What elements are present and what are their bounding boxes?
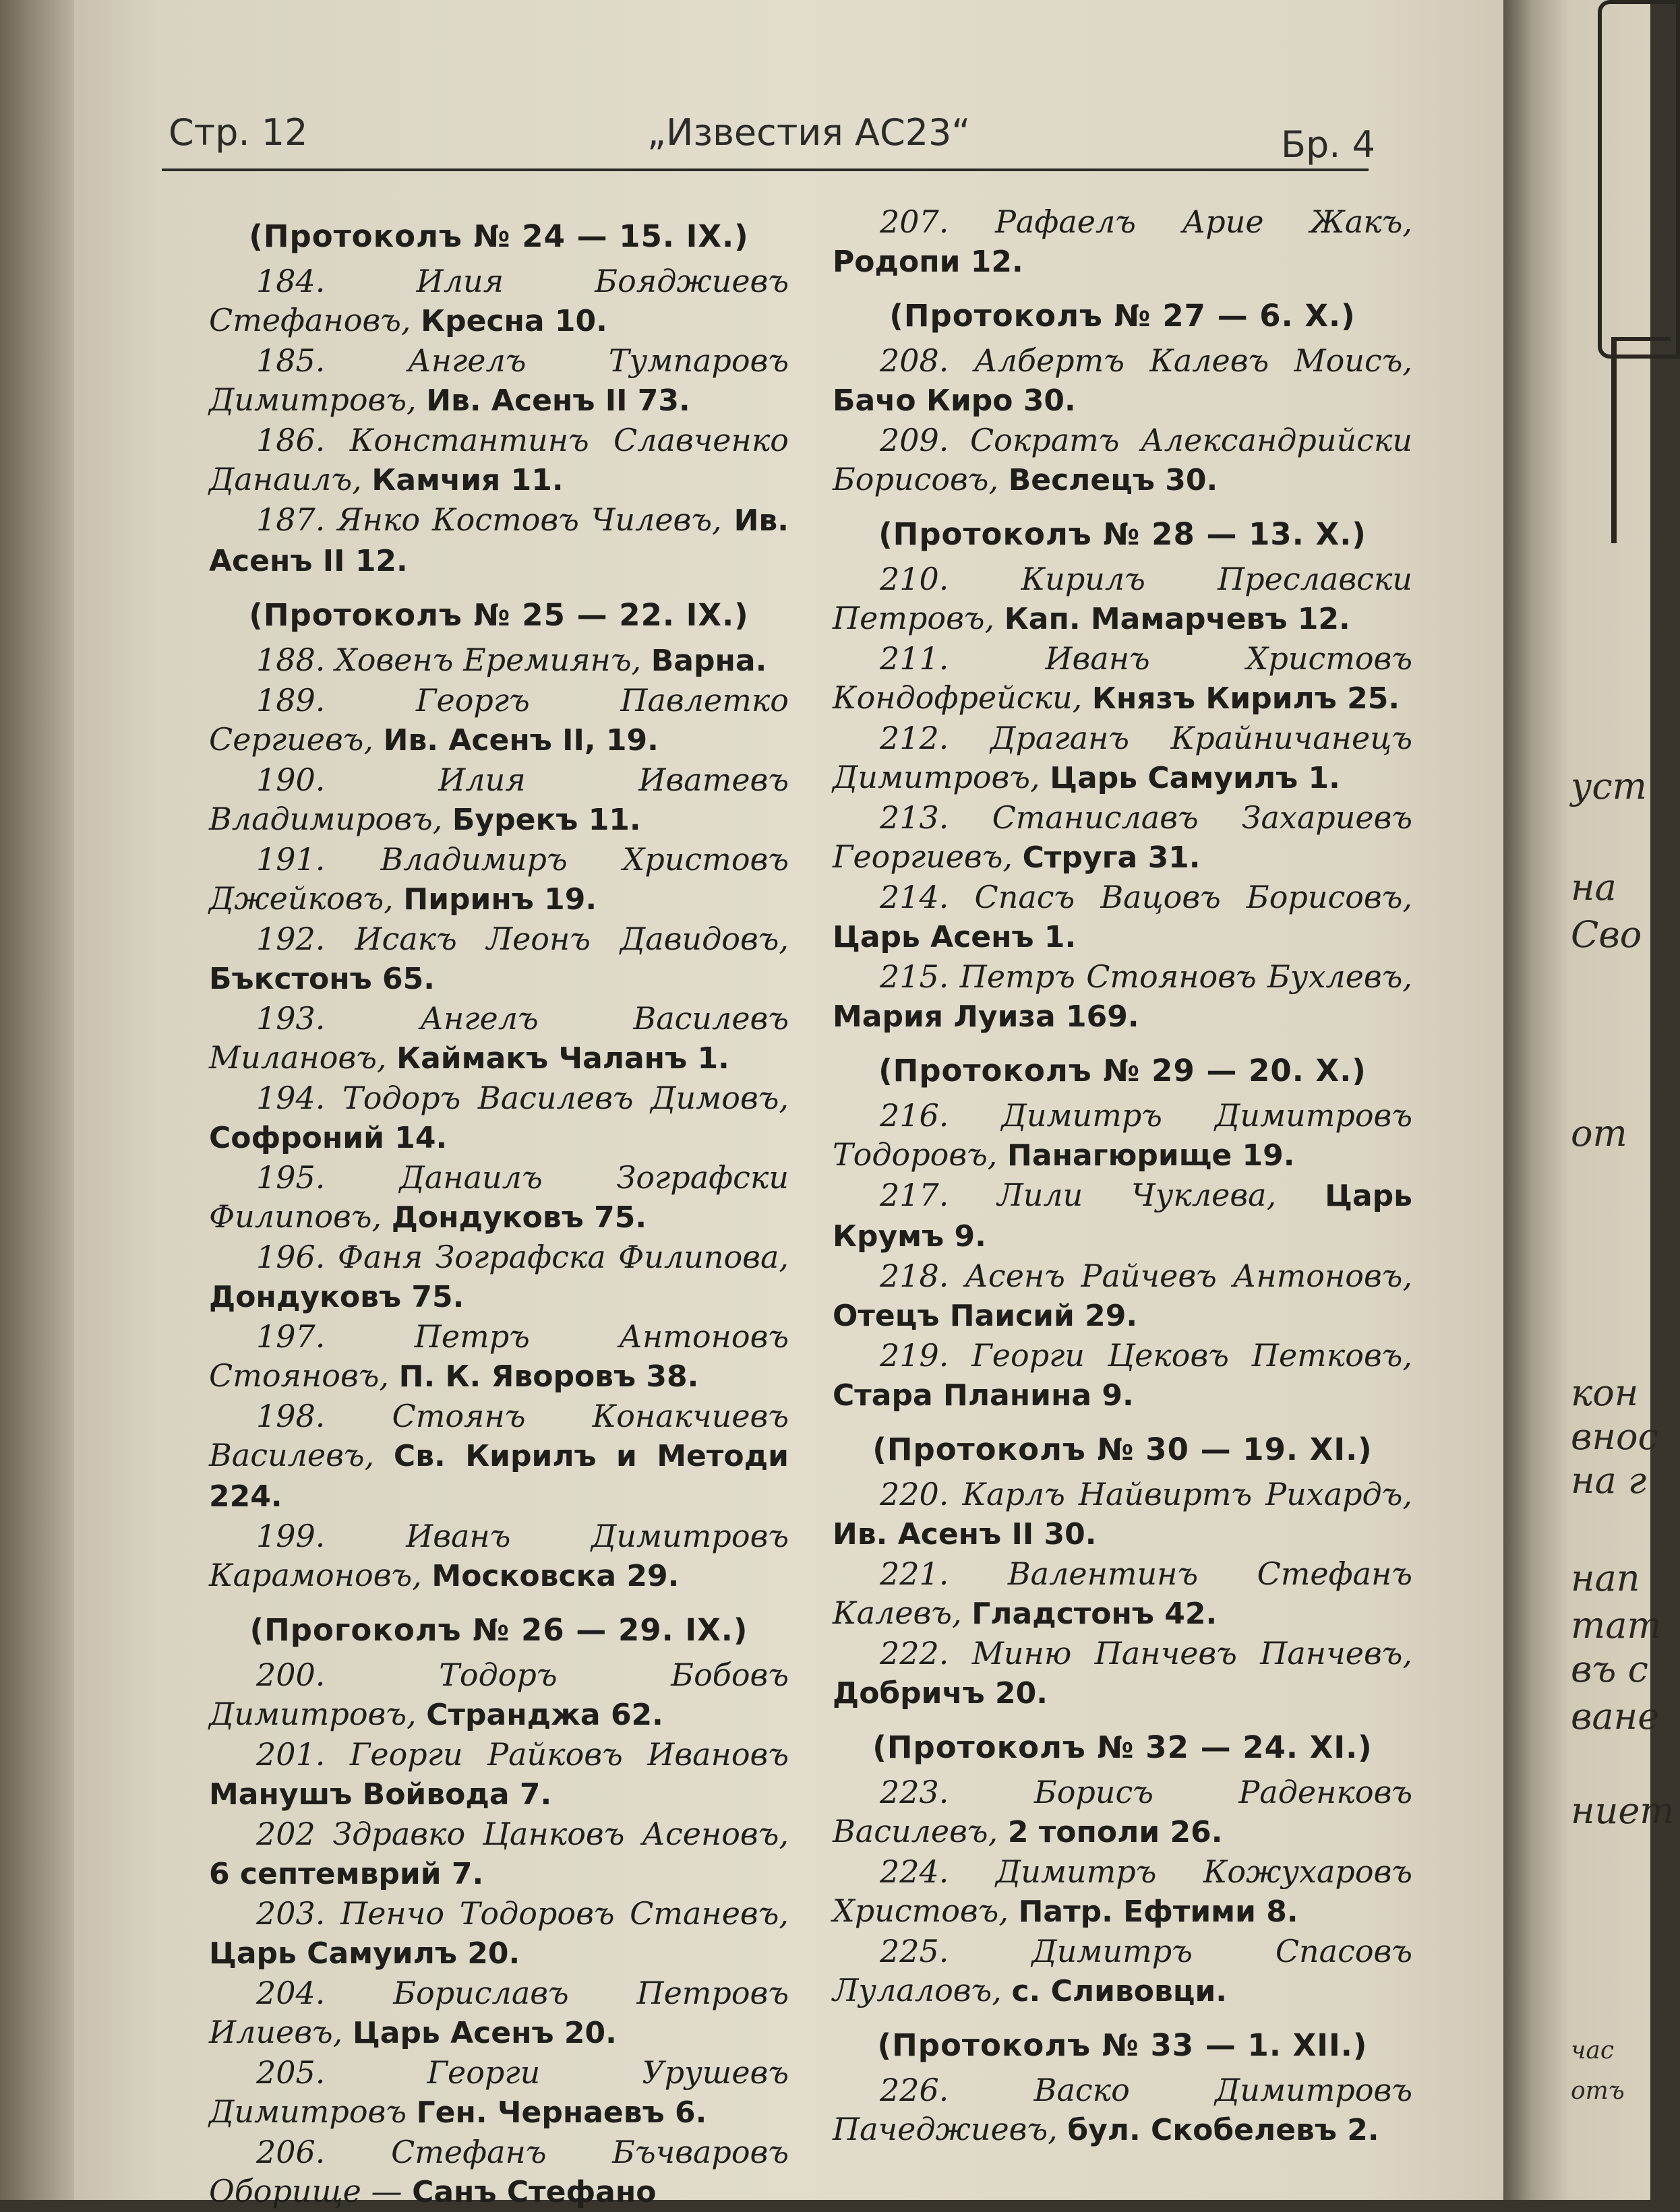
member-address: 2 тополи 26. xyxy=(1007,1815,1223,1849)
member-name: 199. Иванъ Димитровъ Карамоновъ, xyxy=(209,1518,789,1593)
member-name: 203. Пенчо Тодоровъ Станевъ, xyxy=(256,1895,789,1932)
member-entry xyxy=(833,1336,1412,1415)
right-column xyxy=(833,202,1412,2150)
member-entry xyxy=(833,1773,1412,1852)
member-address: Царь Асенъ 1. xyxy=(833,920,1077,954)
member-name: 195. Данаилъ Зографски Филиповъ, xyxy=(209,1159,789,1235)
member-name: 196. Фаня Зографска Филипова, xyxy=(256,1239,789,1275)
member-name: 213. Станиславъ Захариевъ Георгиевъ, xyxy=(833,799,1412,875)
member-name: 219. Георги Цековъ Петковъ, xyxy=(880,1337,1412,1374)
member-address: Дондуковъ 75. xyxy=(209,1280,464,1314)
member-name: 188. Ховенъ Еремиянъ, xyxy=(256,642,651,678)
protocol-heading: (Протоколъ № 25 — 22. IX.) xyxy=(249,597,749,633)
member-address: Отецъ Паисий 29. xyxy=(833,1299,1138,1333)
member-entry xyxy=(833,2070,1412,2150)
member-name: 189. Георгъ Павлетко Сергиевъ, xyxy=(209,682,789,758)
fragment-text: уст xyxy=(1571,765,1647,807)
member-name: 220. Карлъ Найвиртъ Рихардъ, xyxy=(880,1476,1412,1512)
member-address: Царь Крумъ 9. xyxy=(833,1179,1412,1254)
member-name: 225. Димитръ Спасовъ Лулаловъ, xyxy=(833,1933,1412,2008)
member-entry xyxy=(833,1475,1412,1554)
member-address: Санъ Стефано xyxy=(412,2175,657,2209)
member-name: 202 Здравко Цанковъ Асеновъ, xyxy=(256,1816,789,1852)
publication-title: „Известия АС23“ xyxy=(647,111,971,154)
member-address: Гладстонъ 42. xyxy=(971,1597,1218,1631)
member-name: 197. Петръ Антоновъ Стояновъ, xyxy=(209,1318,789,1394)
member-address: Царь Самуилъ 20. xyxy=(209,1936,520,1971)
member-address: Князъ Кирилъ 25. xyxy=(1091,681,1400,716)
member-address: Бурекъ 11. xyxy=(452,803,641,837)
member-entry xyxy=(209,1237,789,1317)
member-name: 209. Сократъ Александрийски Борисовъ, xyxy=(833,422,1412,497)
member-entry xyxy=(209,262,789,341)
issue-number: Бр. 4 xyxy=(1280,123,1375,166)
member-name: 198. Стоянъ Конакчиевъ Василевъ, xyxy=(209,1398,789,1473)
member-entry xyxy=(209,2132,789,2212)
member-address: Стара Планина 9. xyxy=(833,1378,1134,1413)
adjacent-page-ornament-line xyxy=(1611,337,1671,543)
member-name: 191. Владимиръ Христовъ Джейковъ, xyxy=(209,841,789,917)
member-entry xyxy=(833,1634,1412,1713)
adjacent-page-fragment xyxy=(1571,0,1675,2200)
member-entry xyxy=(209,1396,789,1516)
member-address: Ив. Асенъ II 30. xyxy=(833,1517,1097,1552)
member-entry xyxy=(833,639,1412,718)
member-address: Пиринъ 19. xyxy=(403,882,597,917)
member-entry xyxy=(833,202,1412,282)
member-address: Манушъ Войвода 7. xyxy=(209,1777,552,1812)
member-name: 212. Драганъ Крайничанецъ Димитровъ, xyxy=(833,720,1412,795)
fragment-text: въ с xyxy=(1571,1648,1648,1690)
member-address: Дондуковъ 75. xyxy=(391,1200,647,1235)
member-address: П. К. Яворовъ 38. xyxy=(398,1359,699,1394)
member-entry xyxy=(209,2053,789,2132)
member-address: Родопи 12. xyxy=(833,245,1023,279)
member-address: Добричъ 20. xyxy=(833,1676,1048,1711)
member-address: Царь Асенъ 20. xyxy=(352,2016,617,2050)
member-address: Царь Самуилъ 1. xyxy=(1050,761,1340,795)
member-entry xyxy=(833,421,1412,500)
member-name: 190. Илия Иватевъ Владимировъ, xyxy=(209,762,789,837)
member-name: 215. Петръ Стояновъ Бухлевъ, xyxy=(880,958,1412,995)
member-entry xyxy=(209,1973,789,2053)
member-name: 226. Васко Димитровъ Пачеджиевъ, xyxy=(833,2072,1412,2147)
member-entry xyxy=(209,681,789,760)
member-name: 216. Димитръ Димитровъ Тодоровъ, xyxy=(833,1097,1412,1173)
member-name: 185. Ангелъ Тумпаровъ Димитровъ, xyxy=(209,342,789,418)
member-name: 193. Ангелъ Василевъ Милановъ, xyxy=(209,1000,789,1076)
member-entry xyxy=(833,1256,1412,1336)
fragment-text: от xyxy=(1571,1112,1627,1155)
member-entry xyxy=(833,718,1412,798)
member-entry xyxy=(209,1078,789,1158)
protocol-heading: (Протоколъ № 24 — 15. IX.) xyxy=(249,218,749,254)
member-name: 208. Албертъ Калевъ Моисъ, xyxy=(880,342,1412,379)
member-entry xyxy=(209,1655,789,1735)
member-name: 186. Константинъ Славченко Данаилъ, xyxy=(209,422,789,497)
protocol-heading: (Протоколъ № 27 — 6. X.) xyxy=(889,298,1356,334)
member-address: Ив. Асенъ II 73. xyxy=(426,383,690,418)
member-address: Московска 29. xyxy=(431,1559,680,1593)
member-address: бул. Скобелевъ 2. xyxy=(1067,2113,1379,2147)
member-address: Кресна 10. xyxy=(421,304,607,338)
member-address: Веслецъ 30. xyxy=(1008,463,1218,497)
member-entry xyxy=(209,500,789,581)
fragment-text: на г xyxy=(1571,1459,1647,1502)
fragment-text: кон xyxy=(1571,1372,1639,1414)
member-entry xyxy=(209,421,789,500)
member-entry xyxy=(209,640,789,681)
left-column xyxy=(209,202,789,2212)
member-address: Св. Кирилъ и Методи 224. xyxy=(209,1439,789,1514)
member-name: 218. Асенъ Райчевъ Антоновъ, xyxy=(880,1258,1412,1294)
member-address: Странджа 62. xyxy=(426,1698,663,1732)
member-entry xyxy=(833,1852,1412,1932)
member-address: Ив. Асенъ II 12. xyxy=(209,503,789,578)
member-name: 184. Илия Бояджиевъ Стефановъ, xyxy=(209,263,789,338)
fragment-text: час xyxy=(1571,2037,1615,2064)
member-entry xyxy=(833,798,1412,878)
member-name: 207. Рафаелъ Арие Жакъ, xyxy=(880,204,1412,240)
member-entry xyxy=(209,1317,789,1396)
member-entry xyxy=(833,878,1412,957)
member-name: 217. Лили Чуклева, xyxy=(880,1177,1325,1213)
member-entry xyxy=(209,1158,789,1237)
fragment-text: внос xyxy=(1571,1415,1658,1458)
member-name: 214. Спасъ Вацовъ Борисовъ, xyxy=(880,879,1412,915)
member-name: 201. Георги Райковъ Ивановъ xyxy=(256,1736,789,1773)
member-name: 210. Кирилъ Преславски Петровъ, xyxy=(833,561,1412,636)
member-entry xyxy=(833,1554,1412,1634)
page-number: Стр. 12 xyxy=(169,111,308,154)
member-entry xyxy=(833,1932,1412,2011)
fragment-text: ниет xyxy=(1571,1789,1675,1832)
member-entry xyxy=(209,341,789,421)
member-entry xyxy=(833,341,1412,421)
member-address: Софроний 14. xyxy=(209,1121,448,1155)
member-address: 6 септемврий 7. xyxy=(209,1857,484,1891)
member-entry xyxy=(209,1516,789,1596)
protocol-heading: (Протоколъ № 30 — 19. XI.) xyxy=(872,1432,1373,1467)
member-entry xyxy=(209,840,789,919)
member-address: Патр. Ефтими 8. xyxy=(1018,1895,1298,1929)
member-address: Ген. Чернаевъ 6. xyxy=(416,2095,707,2130)
member-name: 211. Иванъ Христовъ Кондофрейски, xyxy=(833,640,1412,716)
member-address: Кап. Мамарчевъ 12. xyxy=(1004,602,1350,636)
member-address: Бъкстонъ 65. xyxy=(209,962,436,996)
member-address: Камчия 11. xyxy=(371,463,564,497)
protocol-heading: (Протоколъ № 29 — 20. X.) xyxy=(878,1053,1367,1088)
member-name: 192. Исакъ Леонъ Давидовъ, xyxy=(256,921,789,957)
fragment-text: ване xyxy=(1571,1695,1660,1738)
member-entry xyxy=(209,760,789,840)
adjacent-page-ornament-box xyxy=(1598,0,1680,359)
member-name: 205. Георги Урушевъ Димитровъ xyxy=(209,2054,789,2130)
fragment-text: отъ xyxy=(1571,2077,1625,2105)
member-name: 223. Борисъ Раденковъ Василевъ, xyxy=(833,1774,1412,1849)
member-name: 222. Миню Панчевъ Панчевъ, xyxy=(880,1635,1412,1671)
protocol-heading: (Протоколъ № 32 — 24. XI.) xyxy=(872,1729,1373,1765)
member-address: Ив. Асенъ II, 19. xyxy=(383,723,659,758)
member-address: Варна. xyxy=(651,644,767,678)
page-header xyxy=(169,111,1375,172)
member-entry xyxy=(209,1735,789,1814)
member-name: 206. Стефанъ Бъчваровъ Оборище — xyxy=(209,2134,789,2209)
fragment-text: Сво xyxy=(1571,913,1642,956)
member-name: 221. Валентинъ Стефанъ Калевъ, xyxy=(833,1556,1412,1631)
protocol-heading: (Протоколъ № 28 — 13. X.) xyxy=(878,516,1367,552)
member-address: Панагюрище 19. xyxy=(1007,1138,1295,1173)
member-name: 204. Бориславъ Петровъ Илиевъ, xyxy=(209,1975,789,2050)
member-name: 200. Тодоръ Бобовъ Димитровъ, xyxy=(209,1657,789,1732)
protocol-heading: (Прогоколъ № 26 — 29. IX.) xyxy=(249,1612,748,1648)
fragment-text: нап xyxy=(1571,1557,1640,1599)
book-spine-left xyxy=(0,0,74,2200)
member-address: Струга 31. xyxy=(1022,840,1201,875)
member-name: 187. Янко Костовъ Чилевъ, xyxy=(256,501,734,538)
member-entry xyxy=(833,1175,1412,1256)
member-entry xyxy=(833,559,1412,639)
member-address: с. Сливовци. xyxy=(1011,1974,1227,2008)
protocol-heading: (Протоколъ № 33 — 1. XII.) xyxy=(877,2027,1368,2063)
member-entry xyxy=(833,1096,1412,1175)
member-name: 194. Тодоръ Василевъ Димовъ, xyxy=(256,1080,789,1116)
fragment-text: на xyxy=(1571,866,1617,909)
fragment-text: тат xyxy=(1571,1604,1662,1647)
member-entry xyxy=(833,957,1412,1037)
member-address: Каймакъ Чаланъ 1. xyxy=(396,1041,729,1076)
member-entry xyxy=(209,999,789,1078)
header-rule xyxy=(162,168,1369,171)
member-address: Бачо Киро 30. xyxy=(833,383,1076,418)
member-entry xyxy=(209,1894,789,1973)
member-entry xyxy=(209,1814,789,1894)
member-name: 224. Димитръ Кожухаровъ Христовъ, xyxy=(833,1853,1412,1929)
member-entry xyxy=(209,919,789,999)
member-address: Мария Луиза 169. xyxy=(833,1000,1139,1034)
